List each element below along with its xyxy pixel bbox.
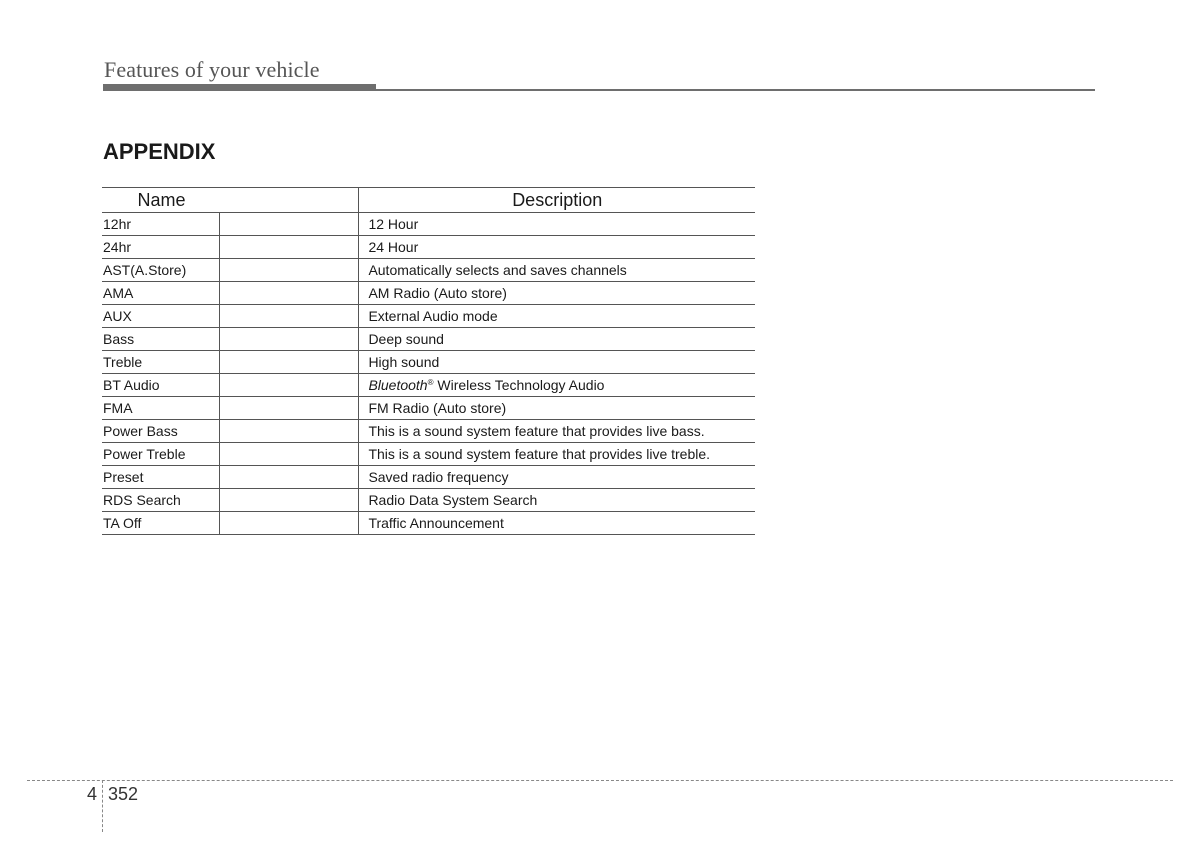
row-spacer <box>219 328 359 351</box>
table-row <box>102 259 755 282</box>
row-spacer <box>219 489 359 512</box>
row-description: Automatically selects and saves channels <box>359 259 755 282</box>
row-spacer <box>219 351 359 374</box>
row-spacer <box>219 443 359 466</box>
row-description-rest: Wireless Technology Audio <box>433 377 605 393</box>
row-name: Power Bass <box>102 420 219 443</box>
row-description: High sound <box>359 351 755 374</box>
table-row <box>102 374 755 397</box>
table-row <box>102 213 755 236</box>
table-row <box>102 305 755 328</box>
row-description: Saved radio frequency <box>359 466 755 489</box>
row-name: TA Off <box>102 512 219 535</box>
row-description: Radio Data System Search <box>359 489 755 512</box>
table-row <box>102 351 755 374</box>
row-spacer <box>219 420 359 443</box>
row-name: Treble <box>102 351 219 374</box>
row-name: 12hr <box>102 213 219 236</box>
row-name: RDS Search <box>102 489 219 512</box>
row-spacer <box>219 305 359 328</box>
row-name: FMA <box>102 397 219 420</box>
row-name: Preset <box>102 466 219 489</box>
header-rule-thin <box>376 89 1095 91</box>
chapter-number: 4 <box>87 784 98 804</box>
table-row <box>102 443 755 466</box>
page-number: 352 <box>108 784 139 804</box>
table-row <box>102 466 755 489</box>
row-spacer <box>219 397 359 420</box>
row-description: External Audio mode <box>359 305 755 328</box>
row-name: BT Audio <box>102 374 219 397</box>
bluetooth-trademark: Bluetooth <box>368 377 428 393</box>
table-row <box>102 328 755 351</box>
registered-mark: ® <box>427 378 434 387</box>
row-description: 24 Hour <box>359 236 755 259</box>
row-description: 12 Hour <box>359 213 755 236</box>
row-spacer <box>219 213 359 236</box>
table-header-row <box>102 188 755 213</box>
row-name: AMA <box>102 282 219 305</box>
row-description: This is a sound system feature that provides live treble. <box>359 443 755 466</box>
row-description: AM Radio (Auto store) <box>359 282 755 305</box>
column-header-description: Description <box>359 188 755 213</box>
table-row <box>102 512 755 535</box>
row-description <box>359 374 755 397</box>
table-row <box>102 236 755 259</box>
table-row <box>102 397 755 420</box>
footer-vertical-dashed-rule <box>102 780 103 832</box>
row-spacer <box>219 236 359 259</box>
row-name: 24hr <box>102 236 219 259</box>
row-spacer <box>219 466 359 489</box>
row-name: Bass <box>102 328 219 351</box>
table-row <box>102 282 755 305</box>
row-description: FM Radio (Auto store) <box>359 397 755 420</box>
footer-dashed-rule <box>27 780 1173 781</box>
row-description: This is a sound system feature that provides live bass. <box>359 420 755 443</box>
row-name: AST(A.Store) <box>102 259 219 282</box>
row-description: Traffic Announcement <box>359 512 755 535</box>
row-spacer <box>219 374 359 397</box>
section-title: APPENDIX <box>103 139 216 164</box>
row-name: AUX <box>102 305 219 328</box>
header-rule-thick <box>103 84 376 91</box>
row-spacer <box>219 512 359 535</box>
row-description: Deep sound <box>359 328 755 351</box>
table-row <box>102 489 755 512</box>
row-name: Power Treble <box>102 443 219 466</box>
appendix-table <box>102 187 755 535</box>
row-spacer <box>219 282 359 305</box>
row-spacer <box>219 259 359 282</box>
column-header-name: Name <box>102 188 359 213</box>
header-title: Features of your vehicle <box>104 57 320 82</box>
table-row <box>102 420 755 443</box>
